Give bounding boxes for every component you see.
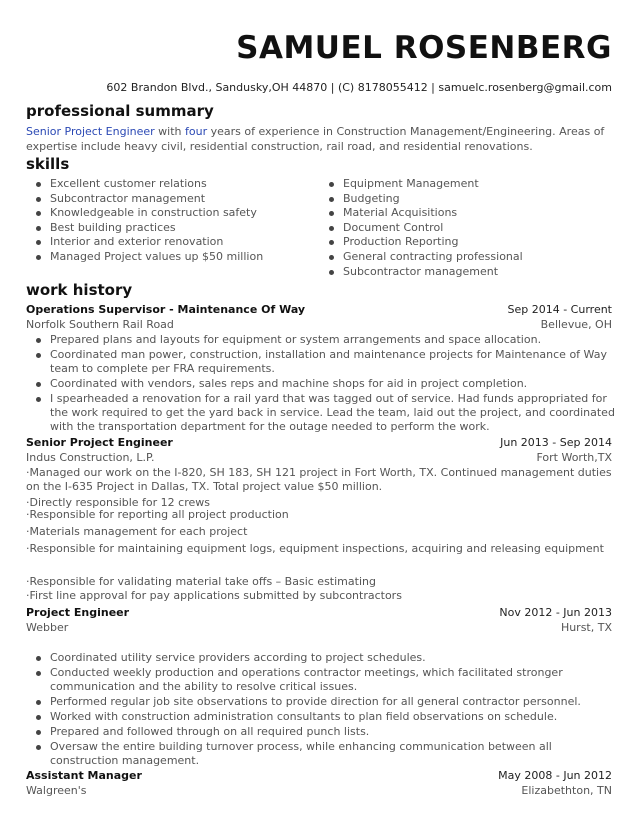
skill-item: Managed Project values up $50 million: [26, 250, 296, 265]
job-company: Norfolk Southern Rail Road: [26, 318, 174, 331]
list-item: Prepared plans and layouts for equipment or system arrangements and space allocation.: [26, 333, 616, 347]
list-item: ·Directly responsible for 12 crews: [26, 496, 210, 509]
skill-item: Document Control: [319, 221, 589, 236]
skill-item: Best building practices: [26, 221, 296, 236]
job-dates: Nov 2012 - Jun 2013: [499, 606, 612, 619]
list-item: Worked with construction administration consultants to plan field observations on schedule.: [26, 710, 616, 724]
skill-item: Subcontractor management: [26, 192, 296, 207]
summary-with: with: [158, 125, 182, 138]
list-item: ·Responsible for maintaining equipment logs, equipment inspections, acquiring and releasing equipment: [26, 542, 604, 555]
summary-years: four: [185, 125, 208, 138]
summary-text: [26, 124, 616, 154]
list-item: Coordinated with vendors, sales reps and machine shops for aid in project completion.: [26, 377, 616, 391]
list-item: Coordinated man power, construction, installation and maintenance projects for Maintenance of Way team to complete per FRA requirements.: [26, 348, 616, 376]
job-title: Assistant Manager: [26, 769, 142, 782]
skill-item: Interior and exterior renovation: [26, 235, 296, 250]
job-company: Walgreen's: [26, 784, 87, 797]
list-item: ·Responsible for reporting all project production: [26, 508, 289, 521]
skill-item: Subcontractor management: [319, 265, 589, 280]
list-item: ·Materials management for each project: [26, 525, 248, 538]
job-location: Fort Worth,TX: [536, 451, 612, 464]
job-location: Hurst, TX: [560, 621, 612, 634]
list-item: ·First line approval for pay applications submitted by subcontractors: [26, 589, 402, 602]
list-item: Prepared and followed through on all required punch lists.: [26, 725, 616, 739]
work-history-heading: work history: [26, 281, 133, 299]
job-dates: May 2008 - Jun 2012: [498, 769, 612, 782]
skill-item: Budgeting: [319, 192, 589, 207]
job-dates: Sep 2014 - Current: [507, 303, 612, 316]
job-location: Bellevue, OH: [540, 318, 612, 331]
job-location: Elizabethton, TN: [521, 784, 612, 797]
list-item: ·Managed our work on the I-820, SH 183, SH 121 project in Fort Worth, TX. Continued management duties on the I-635 Project in Dallas, TX. Total project value $50 million.: [26, 466, 612, 493]
job-dates: Jun 2013 - Sep 2014: [500, 436, 612, 449]
list-item: ·Responsible for validating material take offs – Basic estimating: [26, 575, 376, 588]
job-company: Indus Construction, L.P.: [26, 451, 155, 464]
skill-item: Excellent customer relations: [26, 177, 296, 192]
skills-right-list: [319, 177, 589, 279]
job-title: Project Engineer: [26, 606, 130, 619]
summary-heading: professional summary: [26, 102, 214, 120]
skill-item: General contracting professional: [319, 250, 589, 265]
summary-role: Senior Project Engineer: [26, 125, 155, 138]
job-bullet-list: [26, 333, 616, 435]
skills-heading: skills: [26, 155, 70, 173]
skills-left-list: [26, 177, 296, 265]
skill-item: Knowledgeable in construction safety: [26, 206, 296, 221]
list-item: Performed regular job site observations to provide direction for all general contractor personnel.: [26, 695, 616, 709]
list-item: Conducted weekly production and operations contractor meetings, which facilitated stronger communication and the ability to resolve critical issues.: [26, 666, 616, 694]
job-bullet-list: [26, 651, 616, 769]
contact-line: 602 Brandon Blvd., Sandusky,OH 44870 | (C) 8178055412 | samuelc.rosenberg@gmail.com: [106, 81, 612, 94]
job-company: Webber: [26, 621, 69, 634]
skill-item: Production Reporting: [319, 235, 589, 250]
job-title: Senior Project Engineer: [26, 436, 173, 449]
list-item: I spearheaded a renovation for a rail yard that was tagged out of service. Had funds appropriated for the work required to get the yard back in service. Lead the team, laid out the project, and coordinated with the transportation department for the outage needed to perform the work.: [26, 392, 616, 434]
skill-item: Material Acquisitions: [319, 206, 589, 221]
skill-item: Equipment Management: [319, 177, 589, 192]
summary-rest: years of experience in Construction Management/Engineering. Areas of expertise include heavy civil, residential construction, rail road, and residential renovations.: [26, 125, 605, 153]
job-title: Operations Supervisor - Maintenance Of Way: [26, 303, 306, 316]
candidate-name: SAMUEL ROSENBERG: [236, 30, 612, 66]
list-item: Coordinated utility service providers according to project schedules.: [26, 651, 616, 665]
list-item: Oversaw the entire building turnover process, while enhancing communication between all construction management.: [26, 740, 616, 768]
